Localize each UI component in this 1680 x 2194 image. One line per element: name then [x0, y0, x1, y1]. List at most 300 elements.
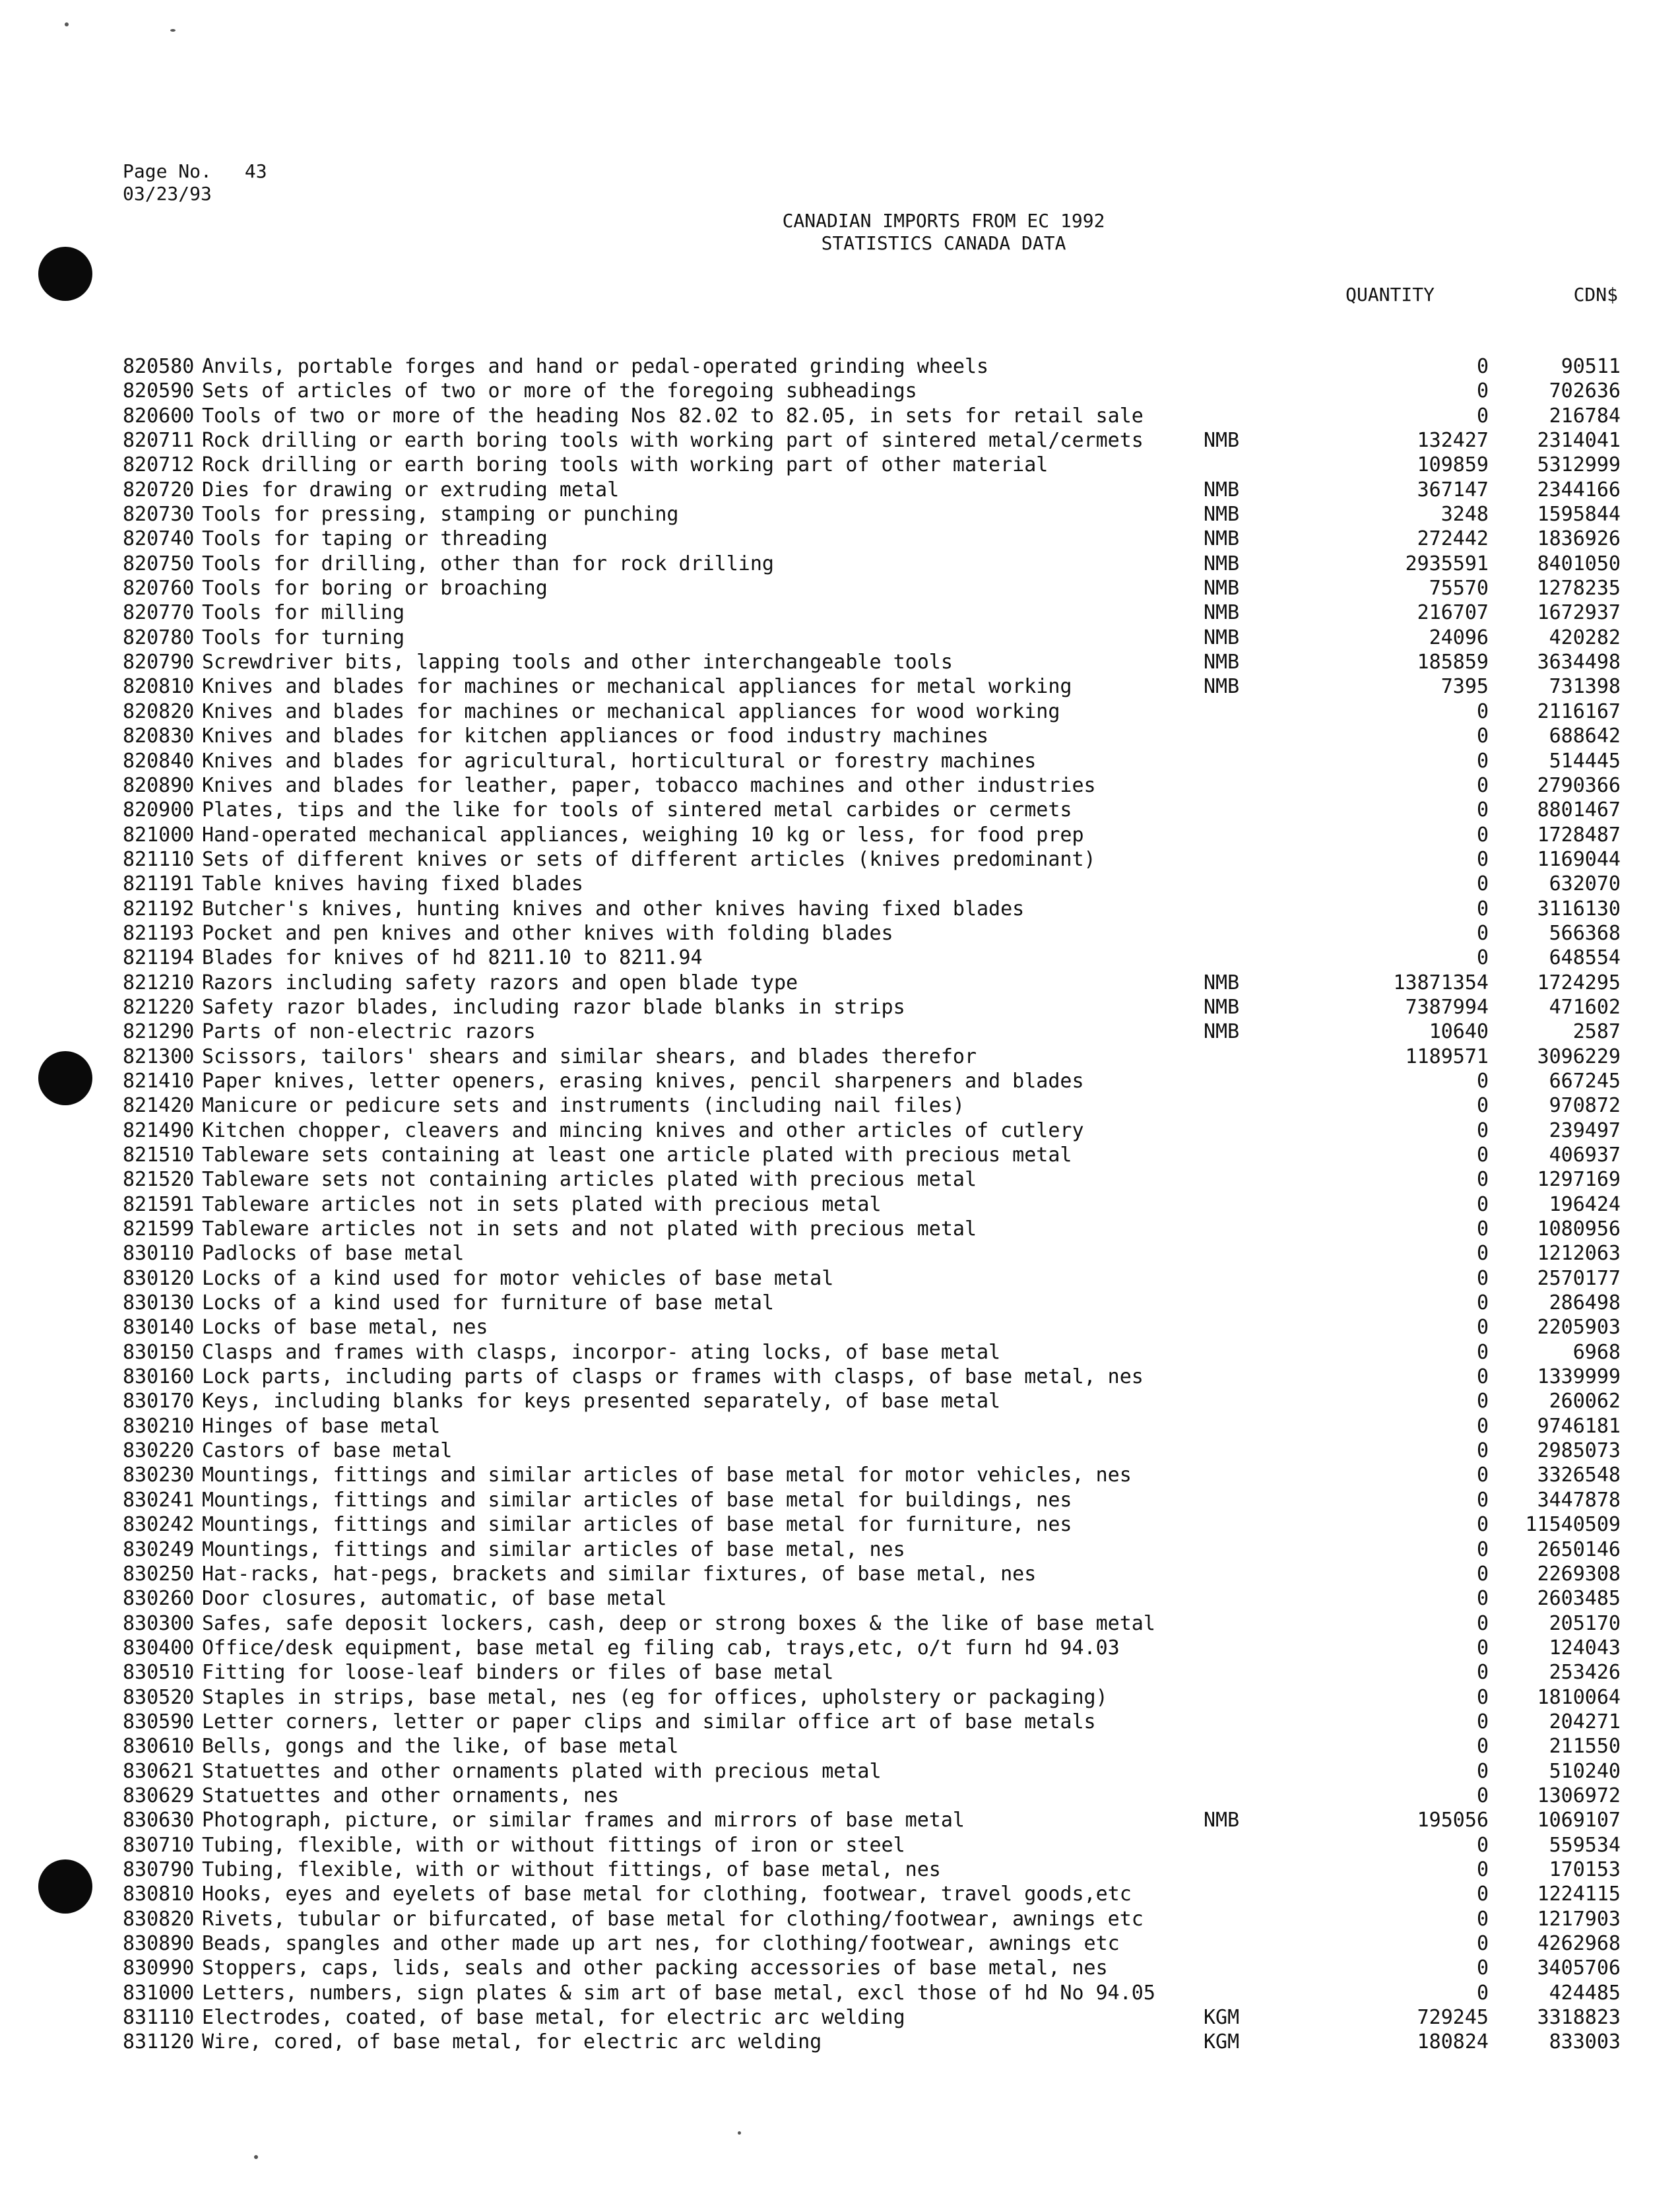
cdn-value: 514445: [1549, 749, 1621, 773]
quantity-value: 216707: [1417, 601, 1489, 625]
commodity-description: Lock parts, including parts of clasps or frames with clasps, of base metal, nes: [202, 1365, 1144, 1389]
quantity-value: 7387994: [1405, 995, 1489, 1019]
commodity-description: Tools for boring or broaching: [202, 577, 548, 600]
quantity-value: 0: [1476, 1168, 1489, 1192]
commodity-code: 830170: [123, 1390, 195, 1413]
table-row: [123, 1118, 1621, 1143]
cdn-value: 211550: [1549, 1735, 1621, 1758]
commodity-code: 821110: [123, 847, 195, 871]
commodity-code: 830130: [123, 1291, 195, 1315]
cdn-value: 1212063: [1537, 1242, 1621, 1266]
quantity-value: 0: [1476, 1365, 1489, 1389]
commodity-code: 830810: [123, 1883, 195, 1906]
quantity-value: 75570: [1429, 577, 1489, 600]
scan-speck: [254, 2155, 258, 2159]
table-row: [123, 847, 1621, 872]
commodity-description: Letter corners, letter or paper clips and similar office art of base metals: [202, 1710, 1096, 1733]
table-row: [123, 724, 1621, 748]
quantity-value: 0: [1476, 921, 1489, 945]
cdn-value: 1217903: [1537, 1907, 1621, 1931]
table-row: [123, 1512, 1621, 1537]
commodity-description: Locks of base metal, nes: [202, 1316, 488, 1339]
commodity-description: Parts of non-electric razors: [202, 1020, 536, 1044]
commodity-code: 821510: [123, 1144, 195, 1167]
unit-of-measure: NMB: [1204, 995, 1240, 1019]
commodity-description: Pocket and pen knives and other knives with folding blades: [202, 921, 893, 945]
table-row: [123, 1143, 1621, 1167]
page-number-line: [123, 160, 267, 183]
cdn-value: 2790366: [1537, 773, 1621, 797]
commodity-code: 821599: [123, 1217, 195, 1241]
table-row: [123, 1266, 1621, 1291]
commodity-description: Mountings, fittings and similar articles of base metal, nes: [202, 1537, 905, 1561]
commodity-code: 820580: [123, 355, 195, 378]
cdn-value: 1080956: [1537, 1217, 1621, 1241]
table-row: [123, 2030, 1621, 2054]
quantity-value: 0: [1476, 749, 1489, 773]
table-row: [123, 1784, 1621, 1808]
cdn-value: 1224115: [1537, 1883, 1621, 1906]
commodity-description: Knives and blades for kitchen appliances or food industry machines: [202, 725, 989, 748]
quantity-value: 0: [1476, 725, 1489, 748]
commodity-description: Scissors, tailors' shears and similar shears, and blades therefor: [202, 1045, 977, 1068]
commodity-code: 831110: [123, 2006, 195, 2030]
quantity-value: 0: [1476, 699, 1489, 723]
commodity-code: 830210: [123, 1414, 195, 1438]
commodity-description: Blades for knives of hd 8211.10 to 8211.94: [202, 946, 703, 970]
quantity-value: 195056: [1417, 1809, 1489, 1832]
commodity-description: Paper knives, letter openers, erasing knives, pencil sharpeners and blades: [202, 1069, 1084, 1093]
table-row: [123, 921, 1621, 946]
table-row: [123, 1315, 1621, 1339]
table-row: [123, 1389, 1621, 1413]
commodity-description: Castors of base metal: [202, 1439, 453, 1463]
table-row: [123, 1833, 1621, 1857]
quantity-value: 0: [1476, 1242, 1489, 1266]
commodity-code: 830241: [123, 1488, 195, 1512]
commodity-code: 820820: [123, 699, 195, 723]
commodity-code: 830629: [123, 1784, 195, 1807]
quantity-value: 0: [1476, 1710, 1489, 1733]
table-row: [123, 1808, 1621, 1832]
quantity-value: 0: [1476, 1833, 1489, 1857]
table-row: [123, 995, 1621, 1019]
quantity-value: 1189571: [1405, 1045, 1489, 1068]
cdn-value: 2116167: [1537, 699, 1621, 723]
cdn-value: 1306972: [1537, 1784, 1621, 1807]
quantity-value: 0: [1476, 1784, 1489, 1807]
commodity-code: 821410: [123, 1069, 195, 1093]
table-row: [123, 2005, 1621, 2030]
unit-of-measure: NMB: [1204, 601, 1240, 625]
quantity-value: 0: [1476, 1118, 1489, 1142]
cdn-value: 1595844: [1537, 503, 1621, 527]
commodity-code: 830890: [123, 1932, 195, 1955]
quantity-value: 0: [1476, 1340, 1489, 1364]
commodity-description: Bells, gongs and the like, of base metal: [202, 1735, 679, 1758]
column-header-quantity: QUANTITY: [1345, 284, 1435, 306]
commodity-code: 820830: [123, 725, 195, 748]
table-row: [123, 1069, 1621, 1093]
quantity-value: 0: [1476, 1192, 1489, 1216]
cdn-value: 2314041: [1537, 429, 1621, 453]
unit-of-measure: NMB: [1204, 478, 1240, 501]
cdn-value: 559534: [1549, 1833, 1621, 1857]
quantity-value: 13871354: [1393, 971, 1489, 994]
unit-of-measure: NMB: [1204, 577, 1240, 600]
commodity-description: Rivets, tubular or bifurcated, of base metal for clothing/footwear, awnings etc: [202, 1907, 1144, 1931]
quantity-value: 185859: [1417, 651, 1489, 674]
unit-of-measure: KGM: [1204, 2006, 1240, 2030]
commodity-code: 820750: [123, 552, 195, 575]
commodity-description: Office/desk equipment, base metal eg filing cab, trays,etc, o/t furn hd 94.03: [202, 1636, 1120, 1660]
table-row: [123, 1217, 1621, 1241]
commodity-code: 821210: [123, 971, 195, 994]
quantity-value: 0: [1476, 1636, 1489, 1660]
report-subtitle: STATISTICS CANADA DATA: [821, 232, 1066, 254]
table-row: [123, 1907, 1621, 1931]
commodity-code: 820780: [123, 626, 195, 649]
commodity-description: Table knives having fixed blades: [202, 872, 583, 896]
table-row: [123, 626, 1621, 650]
quantity-value: 0: [1476, 897, 1489, 920]
commodity-description: Knives and blades for machines or mechanical appliances for metal working: [202, 675, 1072, 699]
commodity-code: 830110: [123, 1242, 195, 1266]
quantity-value: 0: [1476, 1562, 1489, 1586]
quantity-value: 0: [1476, 1907, 1489, 1931]
quantity-value: 0: [1476, 1069, 1489, 1093]
cdn-value: 970872: [1549, 1094, 1621, 1118]
cdn-value: 253426: [1549, 1661, 1621, 1685]
scan-speck: [65, 22, 69, 26]
commodity-description: Sets of articles of two or more of the foregoing subheadings: [202, 379, 917, 403]
quantity-value: 0: [1476, 1685, 1489, 1709]
quantity-value: 132427: [1417, 429, 1489, 453]
cdn-value: 2587: [1572, 1020, 1621, 1044]
cdn-value: 8801467: [1537, 798, 1621, 822]
unit-of-measure: NMB: [1204, 527, 1240, 551]
quantity-value: 0: [1476, 1439, 1489, 1463]
commodity-code: 830242: [123, 1513, 195, 1537]
report-title: CANADIAN IMPORTS FROM EC 1992: [782, 210, 1105, 232]
cdn-value: 286498: [1549, 1291, 1621, 1315]
unit-of-measure: NMB: [1204, 429, 1240, 453]
commodity-description: Tools for milling: [202, 601, 405, 625]
quantity-value: 0: [1476, 1217, 1489, 1241]
commodity-description: Rock drilling or earth boring tools with working part of other material: [202, 453, 1049, 477]
quantity-value: 0: [1476, 773, 1489, 797]
cdn-value: 3405706: [1537, 1956, 1621, 1980]
table-row: [123, 1093, 1621, 1118]
commodity-code: 820760: [123, 577, 195, 600]
commodity-description: Mountings, fittings and similar articles of base metal for buildings, nes: [202, 1488, 1072, 1512]
quantity-value: 3248: [1440, 503, 1489, 527]
table-row: [123, 1956, 1621, 1980]
commodity-code: 830590: [123, 1710, 195, 1733]
commodity-description: Staples in strips, base metal, nes (eg for offices, upholstery or packaging): [202, 1685, 1108, 1709]
report-date: 03/23/93: [123, 183, 212, 205]
commodity-description: Sets of different knives or sets of different articles (knives predominant): [202, 847, 1096, 871]
quantity-value: 0: [1476, 1857, 1489, 1881]
unit-of-measure: NMB: [1204, 503, 1240, 527]
table-row: [123, 1414, 1621, 1438]
cdn-value: 731398: [1549, 675, 1621, 699]
commodity-code: 830510: [123, 1661, 195, 1685]
quantity-value: 0: [1476, 798, 1489, 822]
table-row: [123, 1931, 1621, 1956]
table-row: [123, 1759, 1621, 1784]
commodity-code: 821490: [123, 1118, 195, 1142]
quantity-value: 0: [1476, 847, 1489, 871]
commodity-description: Door closures, automatic, of base metal: [202, 1587, 667, 1611]
commodity-description: Screwdriver bits, lapping tools and other interchangeable tools: [202, 651, 953, 674]
commodity-code: 820900: [123, 798, 195, 822]
commodity-description: Tableware articles not in sets plated with precious metal: [202, 1192, 882, 1216]
quantity-value: 272442: [1417, 527, 1489, 551]
commodity-code: 821193: [123, 921, 195, 945]
table-row: [123, 674, 1621, 699]
cdn-value: 2650146: [1537, 1537, 1621, 1561]
quantity-value: 0: [1476, 1587, 1489, 1611]
commodity-code: 830300: [123, 1611, 195, 1635]
table-row: [123, 1882, 1621, 1906]
quantity-value: 0: [1476, 1414, 1489, 1438]
commodity-description: Hinges of base metal: [202, 1414, 441, 1438]
quantity-value: 0: [1476, 1759, 1489, 1783]
commodity-description: Knives and blades for leather, paper, tobacco machines and other industries: [202, 773, 1096, 797]
commodity-description: Stoppers, caps, lids, seals and other packing accessories of base metal, nes: [202, 1956, 1108, 1980]
table-row: [123, 600, 1621, 625]
unit-of-measure: NMB: [1204, 651, 1240, 674]
commodity-code: 830400: [123, 1636, 195, 1660]
quantity-value: 180824: [1417, 2030, 1489, 2054]
table-row: [123, 1488, 1621, 1512]
quantity-value: 109859: [1417, 453, 1489, 477]
page-label: Page No.: [123, 160, 212, 182]
commodity-code: 821290: [123, 1020, 195, 1044]
table-row: [123, 379, 1621, 403]
commodity-code: 820590: [123, 379, 195, 403]
punch-hole-middle: [38, 1051, 92, 1105]
commodity-description: Tubing, flexible, with or without fittings of iron or steel: [202, 1833, 905, 1857]
quantity-value: 10640: [1429, 1020, 1489, 1044]
table-row: [123, 1365, 1621, 1389]
table-row: [123, 1463, 1621, 1487]
commodity-code: 821191: [123, 872, 195, 896]
quantity-value: 0: [1476, 1883, 1489, 1906]
cdn-value: 170153: [1549, 1857, 1621, 1881]
table-row: [123, 971, 1621, 995]
scan-speck: [738, 2131, 741, 2135]
commodity-code: 821591: [123, 1192, 195, 1216]
cdn-value: 3318823: [1537, 2006, 1621, 2030]
cdn-value: 566368: [1549, 921, 1621, 945]
cdn-value: 667245: [1549, 1069, 1621, 1093]
table-row: [123, 576, 1621, 600]
table-row: [123, 428, 1621, 453]
unit-of-measure: KGM: [1204, 2030, 1240, 2054]
cdn-value: 3447878: [1537, 1488, 1621, 1512]
cdn-value: 420282: [1549, 626, 1621, 649]
commodity-description: Dies for drawing or extruding metal: [202, 478, 620, 501]
commodity-description: Anvils, portable forges and hand or pedal-operated grinding wheels: [202, 355, 989, 378]
table-row: [123, 823, 1621, 847]
commodity-description: Tools for pressing, stamping or punching: [202, 503, 679, 527]
commodity-description: Letters, numbers, sign plates & sim art of base metal, excl those of hd No 94.05: [202, 1981, 1155, 2005]
cdn-value: 90511: [1561, 355, 1621, 378]
commodity-description: Padlocks of base metal: [202, 1242, 465, 1266]
cdn-value: 1836926: [1537, 527, 1621, 551]
table-row: [123, 749, 1621, 773]
commodity-description: Kitchen chopper, cleavers and mincing knives and other articles of cutlery: [202, 1118, 1084, 1142]
commodity-code: 821520: [123, 1168, 195, 1192]
cdn-value: 1169044: [1537, 847, 1621, 871]
cdn-value: 11540509: [1525, 1513, 1621, 1537]
table-row: [123, 897, 1621, 921]
cdn-value: 3096229: [1537, 1045, 1621, 1068]
quantity-value: 0: [1476, 1144, 1489, 1167]
table-row: [123, 1981, 1621, 2005]
cdn-value: 1724295: [1537, 971, 1621, 994]
commodity-description: Keys, including blanks for keys presented separately, of base metal: [202, 1390, 1001, 1413]
table-row: [123, 1857, 1621, 1882]
commodity-description: Statuettes and other ornaments, nes: [202, 1784, 620, 1807]
commodity-description: Hat-racks, hat-pegs, brackets and similar fixtures, of base metal, nes: [202, 1562, 1037, 1586]
unit-of-measure: NMB: [1204, 675, 1240, 699]
quantity-value: 0: [1476, 1981, 1489, 2005]
commodity-description: Fitting for loose-leaf binders or files of base metal: [202, 1661, 834, 1685]
table-row: [123, 1340, 1621, 1365]
table-row: [123, 404, 1621, 428]
commodity-description: Locks of a kind used for motor vehicles of base metal: [202, 1266, 834, 1290]
quantity-value: 0: [1476, 872, 1489, 896]
table-row: [123, 1291, 1621, 1315]
column-header-value: CDN$: [1573, 284, 1618, 306]
table-row: [123, 650, 1621, 674]
commodity-code: 820790: [123, 651, 195, 674]
unit-of-measure: NMB: [1204, 552, 1240, 575]
cdn-value: 1278235: [1537, 577, 1621, 600]
table-row: [123, 1438, 1621, 1463]
cdn-value: 833003: [1549, 2030, 1621, 2054]
quantity-value: 0: [1476, 1956, 1489, 1980]
unit-of-measure: NMB: [1204, 1809, 1240, 1832]
import-table: [123, 354, 1621, 2055]
cdn-value: 4262968: [1537, 1932, 1621, 1955]
quantity-value: 0: [1476, 946, 1489, 970]
cdn-value: 5312999: [1537, 453, 1621, 477]
table-row: [123, 1660, 1621, 1685]
commodity-description: Tubing, flexible, with or without fittings, of base metal, nes: [202, 1857, 941, 1881]
quantity-value: 0: [1476, 1537, 1489, 1561]
table-row: [123, 527, 1621, 551]
quantity-value: 0: [1476, 1932, 1489, 1955]
quantity-value: 0: [1476, 1735, 1489, 1758]
table-row: [123, 1734, 1621, 1758]
commodity-code: 821420: [123, 1094, 195, 1118]
table-row: [123, 798, 1621, 822]
cdn-value: 1810064: [1537, 1685, 1621, 1709]
table-row: [123, 1019, 1621, 1044]
cdn-value: 260062: [1549, 1390, 1621, 1413]
table-row: [123, 773, 1621, 798]
cdn-value: 406937: [1549, 1144, 1621, 1167]
cdn-value: 216784: [1549, 404, 1621, 428]
commodity-description: Tools for taping or threading: [202, 527, 548, 551]
table-row: [123, 1045, 1621, 1069]
commodity-description: Photograph, picture, or similar frames and mirrors of base metal: [202, 1809, 965, 1832]
commodity-description: Clasps and frames with clasps, incorpor- ating locks, of base metal: [202, 1340, 1001, 1364]
table-row: [123, 1586, 1621, 1611]
commodity-description: Razors including safety razors and open blade type: [202, 971, 798, 994]
commodity-description: Tableware sets containing at least one article plated with precious metal: [202, 1144, 1072, 1167]
cdn-value: 1339999: [1537, 1365, 1621, 1389]
cdn-value: 2603485: [1537, 1587, 1621, 1611]
cdn-value: 124043: [1549, 1636, 1621, 1660]
cdn-value: 196424: [1549, 1192, 1621, 1216]
quantity-value: 0: [1476, 1094, 1489, 1118]
commodity-description: Rock drilling or earth boring tools with working part of sintered metal/cermets: [202, 429, 1144, 453]
commodity-code: 830820: [123, 1907, 195, 1931]
cdn-value: 1069107: [1537, 1809, 1621, 1832]
commodity-description: Tableware sets not containing articles plated with precious metal: [202, 1168, 977, 1192]
cdn-value: 2205903: [1537, 1316, 1621, 1339]
cdn-value: 204271: [1549, 1710, 1621, 1733]
cdn-value: 3326548: [1537, 1464, 1621, 1487]
table-row: [123, 699, 1621, 724]
cdn-value: 1728487: [1537, 823, 1621, 847]
commodity-description: Butcher's knives, hunting knives and other knives having fixed blades: [202, 897, 1025, 920]
commodity-description: Tools for turning: [202, 626, 405, 649]
commodity-code: 830790: [123, 1857, 195, 1881]
table-row: [123, 1562, 1621, 1586]
commodity-description: Knives and blades for agricultural, horticultural or forestry machines: [202, 749, 1037, 773]
commodity-code: 820840: [123, 749, 195, 773]
cdn-value: 648554: [1549, 946, 1621, 970]
table-row: [123, 1241, 1621, 1266]
cdn-value: 702636: [1549, 379, 1621, 403]
quantity-value: 0: [1476, 1488, 1489, 1512]
commodity-code: 830630: [123, 1809, 195, 1832]
table-row: [123, 354, 1621, 379]
table-row: [123, 1636, 1621, 1660]
scan-speck: [170, 29, 176, 32]
cdn-value: 239497: [1549, 1118, 1621, 1142]
table-row: [123, 478, 1621, 502]
unit-of-measure: NMB: [1204, 1020, 1240, 1044]
quantity-value: 729245: [1417, 2006, 1489, 2030]
quantity-value: 0: [1476, 1316, 1489, 1339]
commodity-description: Beads, spangles and other made up art nes, for clothing/footwear, awnings etc: [202, 1932, 1120, 1955]
table-row: [123, 1537, 1621, 1562]
quantity-value: 0: [1476, 823, 1489, 847]
quantity-value: 7395: [1440, 675, 1489, 699]
punch-hole-top: [38, 247, 92, 301]
commodity-code: 831000: [123, 1981, 195, 2005]
commodity-code: 821300: [123, 1045, 195, 1068]
table-row: [123, 872, 1621, 896]
commodity-code: 830250: [123, 1562, 195, 1586]
commodity-code: 830610: [123, 1735, 195, 1758]
cdn-value: 3634498: [1537, 651, 1621, 674]
unit-of-measure: NMB: [1204, 971, 1240, 994]
commodity-code: 830220: [123, 1439, 195, 1463]
quantity-value: 367147: [1417, 478, 1489, 501]
table-row: [123, 1167, 1621, 1192]
commodity-code: 830990: [123, 1956, 195, 1980]
quantity-value: 0: [1476, 1661, 1489, 1685]
table-row: [123, 453, 1621, 477]
